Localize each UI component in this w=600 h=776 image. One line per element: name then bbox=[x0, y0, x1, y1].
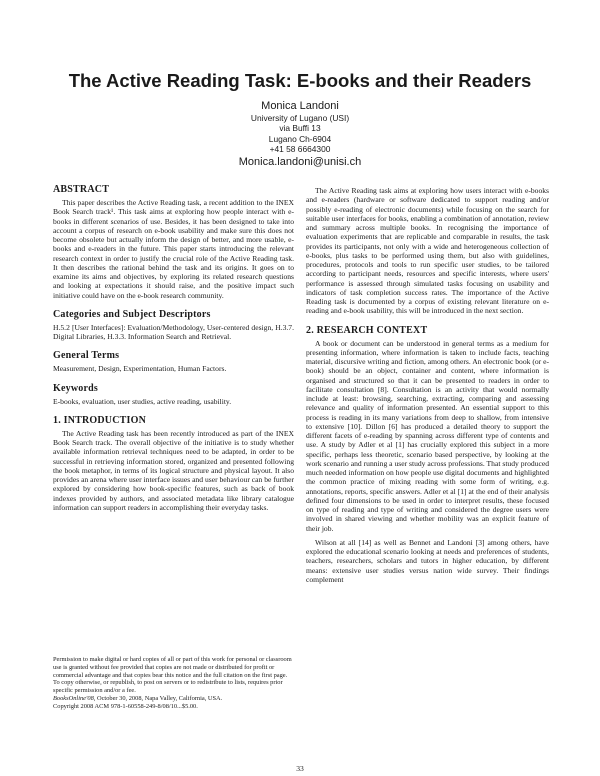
categories-heading: Categories and Subject Descriptors bbox=[53, 308, 211, 320]
research-context-heading: 2. RESEARCH CONTEXT bbox=[306, 324, 428, 336]
author-block bbox=[150, 99, 450, 169]
task-aims-paragraph: The Active Reading task aims at exploring how users interact with e-books and e-readers (hardware or software dedicated to support reading and/or possibly e-reading of electronic documents) while focusing on the search for suitable user interfaces for books, enabling a combination of annotation, review and summary across multiple books. In recognising the importance of evaluation experiments that are replicable and comparable in results, the task provides its participants, not only with a wide and heterogeneous collection of e-books, plus tasks to be performed using them, but also with guidelines, procedures, protocols and tools to run specific user studies, to be tailored according to participant needs, resources and specific interests, where users' performance is assessed through simulated tasks focusing on usability and indicators of task completion success rates. The importance of the Active Reading task is documented by a corpus of existing relevant literature on e-reading and e-book usability, this will be introduced in the next section. bbox=[306, 186, 549, 316]
conference-line bbox=[53, 695, 294, 703]
author-street: via Buffi 13 bbox=[279, 123, 321, 134]
page-number: 33 bbox=[296, 764, 304, 773]
conference-details: October 30, 2008, Napa Valley, California, USA. bbox=[95, 694, 223, 702]
right-column bbox=[306, 186, 549, 584]
abstract-text: This paper describes the Active Reading task, a recent addition to the INEX Book Search track¹. This task aims at exploring how people interact with e-books in different scenarios of use. Besides, it has been designed to take into account a corpus of research on e-book usability and make sure this does not become obsolete but actually inform the design of better, and more usable, e-books and e-readers in the future. This paper starts introducing the relevant research context in order to justify the crucial role of the Active Reading task. It then describes the rational behind the task and its origins. It goes on to examine its aims and objectives, by exploring its related research questions and looking at expectations it should raise, and the positive impact such initiative could have on the e-book research community. bbox=[53, 198, 294, 300]
educational-scenario-paragraph: Wilson at all [14] as well as Bennet and Landoni [3] among others, have explored the educational scenario looking at needs and preferences of students, teachers, researchers, scholars and tutors in higher education, by different means: extensive user studies versus nation wide survey. Their findings complement bbox=[306, 537, 549, 584]
author-email: Monica.landoni@unisi.ch bbox=[238, 155, 362, 168]
author-name: Monica Landoni bbox=[261, 100, 339, 112]
author-city: Lugano Ch-6904 bbox=[268, 133, 332, 144]
paper-title: The Active Reading Task: E-books and their Readers bbox=[68, 70, 532, 91]
general-terms-text: Measurement, Design, Experimentation, Human Factors. bbox=[53, 364, 227, 374]
author-phone: +41 58 6664300 bbox=[269, 144, 331, 155]
introduction-text: The Active Reading task has been recently introduced as part of the INEX Book Search track. The overall objective of the initiative is to study whether available information retrieval techniques need to be adapted, in order to be successful in retrieving information stored, organized and presented following the book metaphor, in terms of its logical structure and physical layout. It also provides an arena where user interface issues and user behaviour can be further explored by considering how book-specific features, such as back of book indexes provided by authors, and associated metadata like library catalogue information can support readers in accomplishing their everyday tasks. bbox=[53, 428, 294, 512]
author-affiliation: University of Lugano (USI) bbox=[250, 113, 350, 123]
conference-name: BooksOnline'08, bbox=[53, 694, 96, 702]
general-terms-heading: General Terms bbox=[53, 350, 120, 362]
keywords-heading: Keywords bbox=[53, 382, 98, 394]
abstract-heading: ABSTRACT bbox=[53, 184, 110, 195]
introduction-heading: 1. INTRODUCTION bbox=[53, 414, 147, 426]
keywords-text: E-books, evaluation, user studies, active reading, usability. bbox=[53, 396, 232, 406]
research-context-paragraph: A book or document can be understood in general terms as a medium for presenting information, where information is taken to include facts, teaching material, discursive writing and fiction, among others. An electronic book (or e-book) should be an object, container and content, where information is organised and structured so that it can be presented to readers in order to facilitate consultation [8]. Consultation is an activity that would normally include at least: browsing, searching, extracting, comparing and assessing relevance and quality of information presented. An essential support to this process is reading in its many variations from deep to shallow, from intensive to extensive [10]. Dillon [6] has produced a detailed theory to support the different facets of e-reading by spanning across different type of contents and use. A study by Adler et al [1] has crucially explored this subject in a more specific, perhaps less theoretic, scenario based perspective, by looking at the work scenario and running a user study across professions. That study produced much needed information on how people use digital documents and highlighted the common practice of mixing reading with some form of writing, e.g. annotations, reports, specific answers. Adler et al [1] at the end of their analysis defined four dimensions to be used in order to interpret results, these focused on type of reading and type of writing and considered the degree users were involved in shared viewing and whether mobility was an explicit feature of their job. bbox=[306, 338, 549, 533]
permission-footnote bbox=[53, 656, 294, 711]
footnote-text: Permission to make digital or hard copies of all or part of this work for personal or classroom use is granted without fee provided that copies are not made or distributed for profit or commercial advantage and that copies bear this notice and the full citation on the first page. To copy otherwise, or republish, to post on servers or to redistribute to lists, requires prior specific permission and/or a fee. bbox=[53, 656, 292, 695]
copyright-line: Copyright 2008 ACM 978-1-60558-249-8/08/10...$5.00. bbox=[53, 702, 198, 710]
categories-text: H.5.2 [User Interfaces]: Evaluation/Methodology, User-centered design, H.3.7. Digital Libraries, H.3.3. Information Search and Retrieval. bbox=[53, 322, 294, 341]
left-column bbox=[53, 184, 294, 512]
